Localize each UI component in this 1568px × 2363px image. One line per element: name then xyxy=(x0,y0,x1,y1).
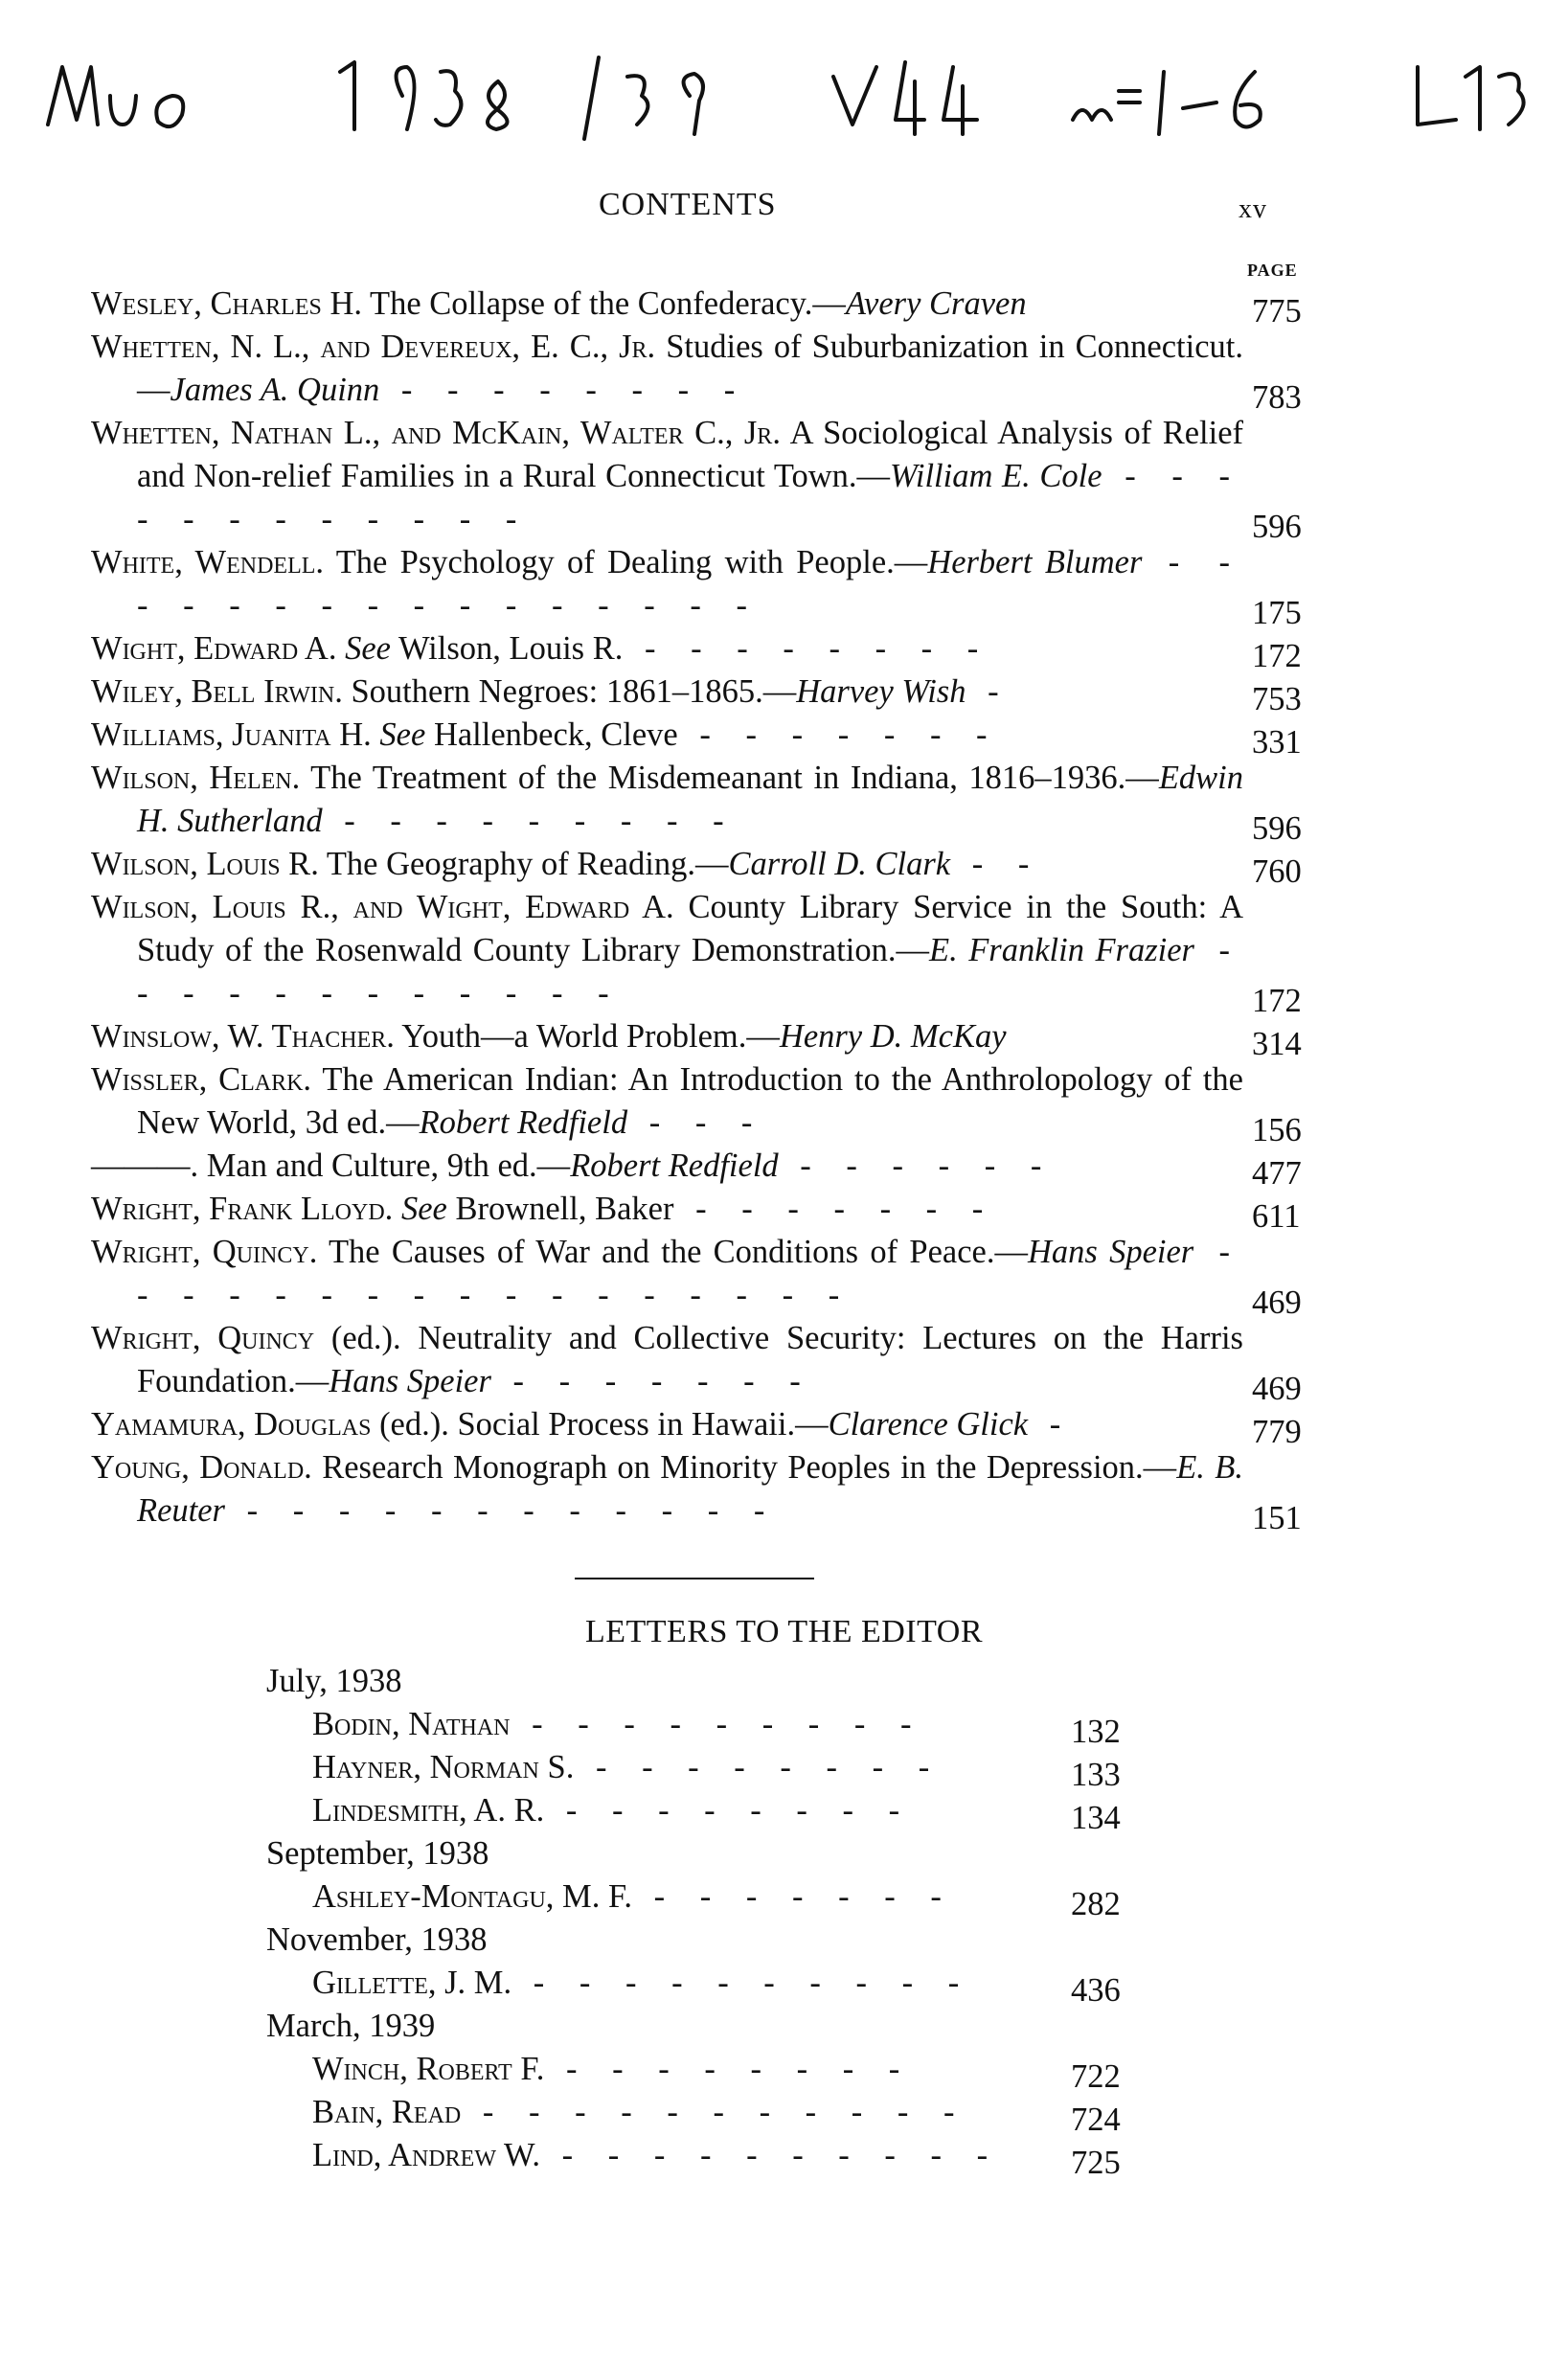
letter-leader: - - - - - - - - - - - xyxy=(461,2094,968,2130)
entry-page-number: 331 xyxy=(1252,724,1302,761)
entry-title: The Causes of War and the Conditions of Peace.— xyxy=(317,1234,1028,1270)
contents-entry xyxy=(91,1145,1307,1192)
entry-reviewer: James A. Quinn xyxy=(170,372,380,408)
letter-entry xyxy=(266,1962,1128,2009)
entry-author: Wright, Quincy. xyxy=(91,1234,318,1270)
entry-title: Hallenbeck, Cleve xyxy=(425,716,678,753)
letter-leader: - - - - - - - - xyxy=(544,1792,914,1829)
entry-author: Wight, Edward A. xyxy=(91,630,337,667)
contents-entry xyxy=(91,1015,1307,1062)
page-folio: xv xyxy=(1238,194,1267,224)
entry-author: Winslow, W. Thacher. xyxy=(91,1018,395,1055)
entry-title: The Treatment of the Misdemeanant in Indiana, 1816–1936.— xyxy=(300,760,1159,796)
letter-page-number: 134 xyxy=(1071,1800,1121,1836)
entry-leader: - - xyxy=(950,846,1043,882)
entry-page-number: 156 xyxy=(1252,1112,1302,1148)
entry-reviewer: E. B. Reuter xyxy=(137,1449,1243,1529)
letter-leader: - - - - - - - - - xyxy=(510,1706,925,1742)
running-head xyxy=(0,187,1568,225)
entry-text xyxy=(91,670,1243,714)
letter-author: Lindesmith, A. R. xyxy=(312,1792,545,1829)
entry-page-number: 469 xyxy=(1252,1371,1302,1407)
contents-entry xyxy=(91,1188,1307,1235)
entry-title: (ed.). Neutrality and Collective Security: Lectures on the Harris Foundation.— xyxy=(137,1320,1243,1399)
entry-author: Whetten, N. L., and Devereux, E. C., Jr. xyxy=(91,329,656,365)
letter-leader: - - - - - - - - xyxy=(544,2051,914,2087)
letters-list xyxy=(266,1660,1128,2181)
entry-text xyxy=(91,1015,1243,1058)
letter-entry xyxy=(266,1789,1128,1836)
entry-author: Wiley, Bell Irwin. xyxy=(91,673,343,710)
letter-author: Gillette, J. M. xyxy=(312,1965,512,2001)
entry-page-number: 783 xyxy=(1252,379,1302,416)
contents-entry xyxy=(91,714,1307,761)
entry-title: The American Indian: An Introduction to the Anthrolopology of the New World, 3d ed.— xyxy=(137,1061,1243,1141)
entry-title: County Library Service in the South: A Study of the Rosenwald County Library Demonstration.— xyxy=(137,889,1243,968)
letter-author: Winch, Robert F. xyxy=(312,2051,545,2087)
entry-reviewer: Carroll D. Clark xyxy=(728,846,951,882)
entry-reviewer: Herbert Blumer xyxy=(927,544,1143,580)
entry-leader: - - - - - - - - - xyxy=(322,803,738,839)
entry-reviewer: Hans Speier xyxy=(1027,1234,1194,1270)
page-title: CONTENTS xyxy=(599,187,777,222)
entry-author: Wilson, Louis R., and Wight, Edward A. xyxy=(91,889,674,925)
entry-text xyxy=(91,1317,1243,1403)
entry-author: Wissler, Clark. xyxy=(91,1061,312,1098)
entry-text xyxy=(91,843,1243,886)
contents-entry xyxy=(91,1317,1307,1407)
entry-page-number: 596 xyxy=(1252,810,1302,847)
entry-leader: - - - - - - - - xyxy=(623,630,992,667)
letters-month: September, 1938 xyxy=(266,1835,489,1872)
entry-page-number: 760 xyxy=(1252,853,1302,890)
contents-entry xyxy=(91,541,1307,631)
letter-entry xyxy=(266,1746,1128,1793)
entry-page-number: 175 xyxy=(1252,595,1302,631)
entry-reviewer: Robert Redfield xyxy=(419,1104,628,1141)
entry-page-number: 151 xyxy=(1252,1500,1302,1536)
entry-leader: - - - - - - - xyxy=(677,716,1001,753)
entry-title: Studies of Suburbanization in Connecticut.— xyxy=(137,329,1243,408)
entry-text xyxy=(91,757,1243,843)
entry-title: A Sociological Analysis of Relief and Non-relief Families in a Rural Connecticut Town.— xyxy=(137,415,1243,494)
entry-page-number: 753 xyxy=(1252,681,1302,717)
entry-reviewer: Harvey Wish xyxy=(796,673,966,710)
entry-text xyxy=(91,1145,1243,1188)
entry-author: Wilson, Louis R. xyxy=(91,846,319,882)
letters-month: July, 1938 xyxy=(266,1663,402,1699)
entry-leader: - - - - - - - - - - - - xyxy=(224,1492,779,1529)
entry-author: ———. xyxy=(91,1147,199,1184)
entry-page-number: 779 xyxy=(1252,1414,1302,1450)
entry-text xyxy=(91,627,1243,670)
contents-entry xyxy=(91,670,1307,717)
entry-title: Wilson, Louis R. xyxy=(390,630,624,667)
entry-title: The Psychology of Dealing with People.— xyxy=(324,544,928,580)
entry-text xyxy=(91,1446,1243,1533)
entry-author: White, Wendell. xyxy=(91,544,325,580)
entry-author: Wright, Frank Lloyd. xyxy=(91,1191,394,1227)
handwritten-annotation xyxy=(38,43,1533,148)
entry-text xyxy=(91,1403,1243,1446)
letter-entry xyxy=(266,2048,1128,2095)
entry-reviewer: Robert Redfield xyxy=(570,1147,779,1184)
contents-entry xyxy=(91,886,1307,1019)
entry-reviewer: Henry D. McKay xyxy=(779,1018,1007,1055)
letters-month: November, 1938 xyxy=(266,1921,488,1958)
entry-leader: - - - - - - - - xyxy=(379,372,749,408)
section-divider xyxy=(575,1578,814,1579)
entry-reviewer: Hans Speier xyxy=(329,1363,491,1399)
letter-author: Bain, Read xyxy=(312,2094,462,2130)
contents-entry xyxy=(91,326,1307,416)
letter-entry xyxy=(266,2091,1128,2138)
entry-page-number: 611 xyxy=(1252,1198,1301,1235)
entry-page-number: 314 xyxy=(1252,1026,1302,1062)
entry-text xyxy=(91,886,1243,1015)
entry-leader: - - - - - - xyxy=(778,1147,1056,1184)
letter-page-number: 282 xyxy=(1071,1886,1121,1922)
entry-text xyxy=(91,283,1243,326)
entry-reviewer: Clarence Glick xyxy=(828,1406,1029,1443)
contents-entry xyxy=(91,412,1307,545)
entry-page-number: 596 xyxy=(1252,509,1302,545)
entry-page-number: 172 xyxy=(1252,983,1302,1019)
entry-title: Research Monograph on Minority Peoples in the Depression.— xyxy=(311,1449,1177,1486)
letter-page-number: 725 xyxy=(1071,2145,1121,2181)
entry-title: The Geography of Reading.— xyxy=(318,846,729,882)
entry-leader: - - - - - - - xyxy=(490,1363,814,1399)
letter-leader: - - - - - - - - - - xyxy=(511,1965,973,2001)
entry-leader: - - - - - - - - - - - - xyxy=(137,932,1243,1011)
page-column-label: PAGE xyxy=(1247,261,1298,280)
entry-page-number: 477 xyxy=(1252,1155,1302,1192)
entry-page-number: 172 xyxy=(1252,638,1302,674)
contents-entries xyxy=(91,283,1307,1536)
letter-entry xyxy=(266,1703,1128,1750)
entry-title: Man and Culture, 9th ed.— xyxy=(198,1147,571,1184)
entry-author: Young, Donald. xyxy=(91,1449,312,1486)
entry-author: Whetten, Nathan L., and McKain, Walter C., Jr. xyxy=(91,415,781,451)
entry-page-number: 775 xyxy=(1252,293,1302,329)
entry-author: Wilson, Helen. xyxy=(91,760,301,796)
entry-title: Brownell, Baker xyxy=(446,1191,674,1227)
entry-reviewer: Avery Craven xyxy=(845,285,1027,322)
entry-reviewer: Edwin H. Sutherland xyxy=(137,760,1243,839)
entry-page-number: 469 xyxy=(1252,1284,1302,1321)
letter-author: Ashley-Montagu, M. F. xyxy=(312,1878,633,1915)
entry-see: See xyxy=(393,1191,447,1227)
entry-leader: - xyxy=(966,673,1012,710)
entry-author: Williams, Juanita H. xyxy=(91,716,372,753)
entry-author: Yamamura, Douglas xyxy=(91,1406,372,1443)
contents-entry xyxy=(91,843,1307,890)
letter-page-number: 722 xyxy=(1071,2058,1121,2095)
contents-entry xyxy=(91,757,1307,847)
entry-leader: - - - - - - - - - - - - - - - - - xyxy=(137,1234,1243,1313)
letters-heading: LETTERS TO THE EDITOR xyxy=(584,1614,984,1649)
entry-text xyxy=(91,326,1243,412)
entry-leader: - - - xyxy=(627,1104,766,1141)
entry-text xyxy=(91,541,1244,627)
letter-page-number: 132 xyxy=(1071,1714,1121,1750)
letters-month: March, 1939 xyxy=(266,2008,436,2044)
entry-see: See xyxy=(371,716,426,753)
letter-author: Lind, Andrew W. xyxy=(312,2137,540,2173)
entry-reviewer: E. Franklin Frazier xyxy=(929,932,1194,968)
entry-text xyxy=(91,1188,1243,1231)
entry-leader: - - - - - - - - - - - - - - - - xyxy=(137,544,1244,624)
entry-reviewer: William E. Cole xyxy=(890,458,1102,494)
letter-author: Hayner, Norman S. xyxy=(312,1749,575,1785)
entry-author: Wesley, Charles H. xyxy=(91,285,362,322)
entry-author: Wright, Quincy xyxy=(91,1320,315,1356)
contents-entry xyxy=(91,1446,1307,1536)
letter-entry xyxy=(266,1875,1128,1922)
letter-author: Bodin, Nathan xyxy=(312,1706,511,1742)
contents-entry xyxy=(91,283,1307,329)
letter-leader: - - - - - - - - xyxy=(574,1749,943,1785)
entry-title: (ed.). Social Process in Hawaii.— xyxy=(371,1406,829,1443)
entry-text xyxy=(91,412,1244,541)
entry-see: See xyxy=(336,630,391,667)
contents-entry xyxy=(91,1403,1307,1450)
letter-leader: - - - - - - - - - - xyxy=(540,2137,1002,2173)
contents-entry xyxy=(91,627,1307,674)
entry-leader: - - - - - - - - - - - - xyxy=(137,458,1244,537)
entry-title: Youth—a World Problem.— xyxy=(394,1018,780,1055)
entry-text xyxy=(91,714,1243,757)
entry-text xyxy=(91,1231,1243,1317)
letter-page-number: 436 xyxy=(1071,1972,1121,2009)
letter-entry xyxy=(266,2134,1128,2181)
entry-leader: - xyxy=(1028,1406,1075,1443)
letter-leader: - - - - - - - xyxy=(632,1878,955,1915)
letter-page-number: 133 xyxy=(1071,1757,1121,1793)
entry-title: The Collapse of the Confederacy.— xyxy=(362,285,846,322)
entry-leader: - - - - - - - xyxy=(673,1191,997,1227)
contents-entry xyxy=(91,1058,1307,1148)
entry-text xyxy=(91,1058,1243,1145)
entry-title: Southern Negroes: 1861–1865.— xyxy=(342,673,797,710)
letter-page-number: 724 xyxy=(1071,2102,1121,2138)
contents-entry xyxy=(91,1231,1307,1321)
